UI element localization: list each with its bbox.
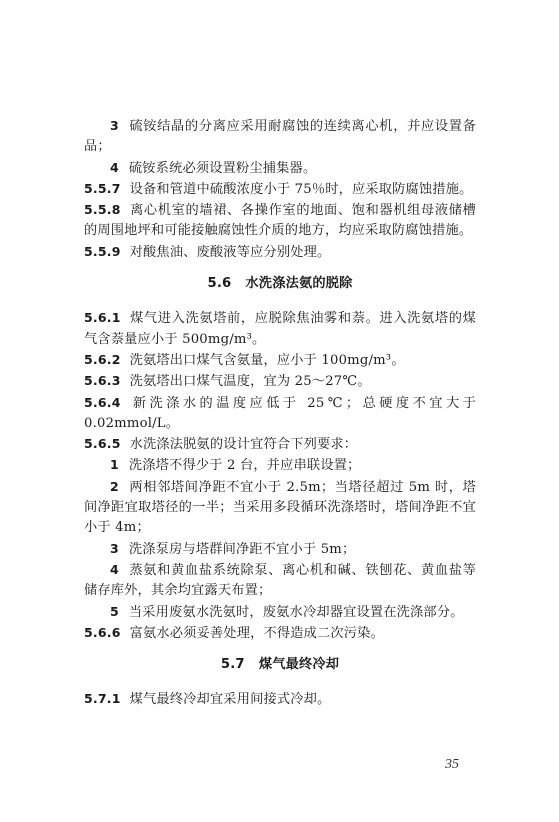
section-title-text: 煤气最终冷却: [258, 657, 340, 673]
clause-text: 水洗涤法脱氨的设计宜符合下列要求：: [129, 437, 358, 453]
clause-number: 5.7.1: [84, 691, 121, 707]
item-text: 硫铵结晶的分离应采用耐腐蚀的连续离心机，并应设置备品；: [84, 119, 476, 155]
clause: [84, 371, 476, 392]
section-title-text: 水洗涤法氨的脱除: [245, 276, 353, 292]
list-item: [84, 116, 476, 158]
item-text: 洗涤塔不得少于 2 台，并应串联设置；: [128, 458, 361, 474]
item-number: 1: [110, 457, 119, 473]
clause: [84, 308, 476, 350]
item-number: 3: [110, 540, 119, 556]
item-number: 4: [110, 159, 119, 175]
clause-text: 洗氨塔出口煤气含氨量，应小于 100mg/m³。: [129, 352, 405, 368]
clause-number: 5.5.7: [84, 180, 121, 196]
list-item: [84, 560, 476, 602]
clause-number: 5.6.5: [84, 436, 121, 452]
clause: [84, 393, 476, 435]
clause-number: 5.6.4: [84, 394, 121, 410]
list-item: [84, 158, 476, 179]
clause-text: 富氨水必须妥善处理，不得造成二次污染。: [129, 625, 384, 641]
clause: [84, 689, 476, 710]
clause-text: 煤气进入洗氨塔前，应脱除焦油雾和萘。进入洗氨塔的煤气含萘量应小于 500mg/m³。: [84, 311, 476, 347]
clause-text: 离心机室的墙裙、各操作室的地面、饱和器机组母液储槽的周围地坪和可能接触腐蚀性介质的地方，均应采取防腐蚀措施。: [84, 203, 476, 239]
clause: [84, 242, 476, 263]
item-number: 3: [110, 118, 119, 133]
clause-text: 对酸焦油、废酸液等应分别处理。: [129, 244, 331, 260]
clause-text: 洗氨塔出口煤气温度，宜为 25～27℃。: [129, 374, 371, 390]
item-text: 蒸氨和黄血盐系统除泵、离心机和碱、铁刨花、黄血盐等储存库外，其余均宜露天布置；: [84, 562, 476, 599]
clause: [84, 623, 476, 644]
item-number: 5: [110, 603, 119, 619]
section-heading: [84, 655, 476, 675]
page-number: 35: [445, 757, 459, 772]
item-text: 两相邻塔间净距不宜小于 2.5m；当塔径超过 5m 时，塔间净距宜取塔径的一半；当采用多段循环洗涤塔时，塔间净距不宜小于 4m；: [84, 479, 476, 536]
item-text: 洗涤泵房与塔群间净距不宜小于 5m；: [128, 541, 356, 557]
list-item: [84, 602, 476, 623]
list-item: [84, 539, 476, 560]
clause-text: 设备和管道中硫酸浓度小于 75％时，应采取防腐蚀措施。: [129, 181, 473, 197]
clause: [84, 350, 476, 371]
clause-number: 5.6.2: [84, 351, 121, 367]
clause: [84, 434, 476, 455]
clause-text: 新洗涤水的温度应低于 25℃；总硬度不宜大于 0.02mmol/L。: [84, 395, 476, 431]
clause-number: 5.6.6: [84, 624, 121, 640]
item-number: 2: [110, 478, 119, 494]
clause-number: 5.6.3: [84, 373, 121, 389]
item-text: 硫铵系统必须设置粉尘捕集器。: [128, 160, 317, 176]
list-item: [84, 455, 476, 476]
section-number: 5.6: [207, 276, 232, 292]
clause: [84, 200, 476, 242]
clause-number: 5.5.8: [84, 202, 121, 218]
clause-number: 5.5.9: [84, 243, 121, 259]
item-text: 当采用废氨水洗氨时，废氨水冷却器宜设置在洗涤部分。: [128, 604, 464, 620]
list-item: [84, 477, 476, 539]
clause: [84, 179, 476, 200]
item-number: 4: [110, 561, 119, 577]
section-number: 5.7: [220, 657, 245, 673]
page-content: [84, 116, 476, 711]
clause-text: 煤气最终冷却宜采用间接式冷却。: [129, 692, 331, 708]
clause-number: 5.6.1: [84, 310, 121, 326]
section-heading: [84, 274, 476, 294]
